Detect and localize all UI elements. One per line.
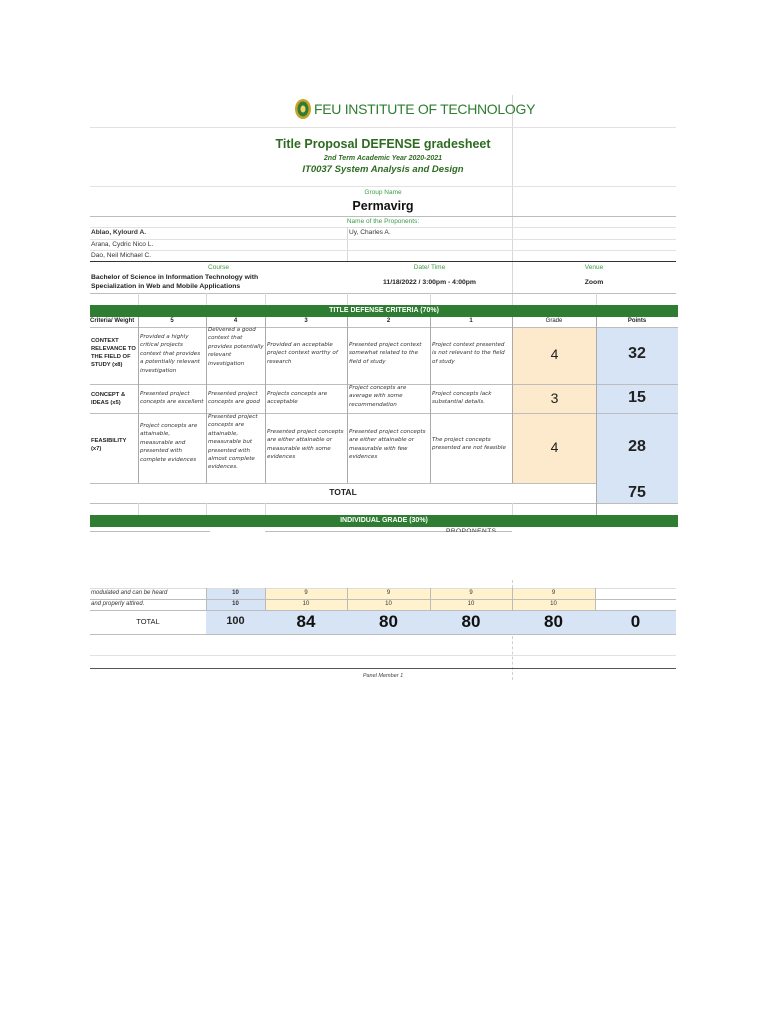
col-3: 3 <box>304 318 308 324</box>
row2-level-3: Projects concepts are acceptable <box>267 391 328 406</box>
col-criteria: Criteria/ Weight <box>90 318 135 324</box>
ind-total-5: 0 <box>630 612 641 631</box>
ind-row1-label: modulated and can be heard <box>91 590 168 596</box>
row1-level-5: Provided a highly critical projects context that provides a potentially relevant investigation <box>140 334 201 374</box>
ind-total-3: 80 <box>461 612 481 631</box>
ind-total-max: 100 <box>226 615 245 627</box>
row3-level-5: Project concepts are attainable, measurable and presented with complete evidences <box>140 423 198 463</box>
page-title: Title Proposal DEFENSE gradesheet <box>275 137 491 151</box>
row3-level-3: Presented project concepts are either attainable or measurable with some evidences <box>267 429 344 461</box>
criterion-feasibility: FEASIBILITY (x7) <box>91 438 127 452</box>
row1-level-1: Project context presented is not relevant to the field of study <box>432 342 505 365</box>
ind-total-2: 80 <box>379 612 398 631</box>
ind-total-1: 84 <box>296 612 316 631</box>
proponent-2: Arana, Cydric Nico L. <box>91 241 154 248</box>
row2-level-2: Project concepts are average with some recommendation <box>349 385 407 408</box>
row2-level-5: Presented project concepts are excellent <box>140 391 204 406</box>
ind-row2-max: 10 <box>232 601 239 607</box>
col-points: Points <box>627 318 647 324</box>
proponents-cut-header: PROPONENTS <box>446 528 497 532</box>
col-4: 4 <box>233 318 238 324</box>
row1-level-2: Presented project context somewhat related to the field of study <box>349 342 422 365</box>
row2-grade: 3 <box>550 390 559 406</box>
row3-grade: 4 <box>550 439 559 455</box>
col-2: 2 <box>386 318 391 324</box>
venue-value: Zoom <box>584 279 604 286</box>
criteria-total-points: 75 <box>628 484 646 501</box>
criteria-total-label: TOTAL <box>329 487 357 497</box>
row2-level-1: Project concepts lack substantial details. <box>432 391 492 406</box>
criterion-concept-ideas: CONCEPT & IDEAS (x5) <box>91 392 126 406</box>
ind-row1-max: 10 <box>232 590 239 596</box>
col-5: 5 <box>170 318 174 324</box>
col-grade: Grade <box>545 318 563 324</box>
course-value: Bachelor of Science in Information Technology with Specialization in Web and Mobile Applications <box>91 274 259 290</box>
group-name-label: Group Name <box>364 189 402 196</box>
ind-total-4: 80 <box>544 612 563 631</box>
row3-points: 28 <box>628 438 646 455</box>
course-title: IT0037 System Analysis and Design <box>302 164 464 175</box>
proponent-3: Dao, Neil Michael C. <box>91 252 152 259</box>
row3-level-1: The project concepts presented are not feasible <box>432 437 506 452</box>
venue-label: Venue <box>584 264 604 271</box>
row1-level-3: Provided an acceptable project context worthy of research <box>267 342 338 365</box>
seal-icon <box>294 98 312 120</box>
ind-row1-score-4: 9 <box>551 590 556 596</box>
row2-points: 15 <box>628 389 646 406</box>
row1-points: 32 <box>628 345 646 362</box>
ind-row2-score-1: 10 <box>302 601 310 607</box>
individual-section-header: INDIVIDUAL GRADE (30%) <box>90 515 678 527</box>
course-label: Course <box>208 264 229 271</box>
col-1: 1 <box>469 318 473 324</box>
row2-level-4: Presented project concepts are good <box>208 391 260 406</box>
ind-total-label: TOTAL <box>136 617 160 626</box>
ind-row2-score-2: 10 <box>385 601 392 607</box>
datetime-value: 11/18/2022 / 3:00pm - 4:00pm <box>383 279 476 286</box>
group-name: Permavirg <box>352 199 414 213</box>
proponent-1: Ablao, Kylourd A. <box>91 229 147 236</box>
ind-row1-score-3: 9 <box>469 590 473 596</box>
row1-grade: 4 <box>550 346 559 362</box>
proponent-4: Uy, Charles A. <box>349 229 391 236</box>
row3-level-2: Presented project concepts are either attainable or measurable with few evidences <box>349 429 426 461</box>
proponents-label: Name of the Proponents: <box>346 218 420 225</box>
criterion-context-relevance: CONTEXT RELEVANCE TO THE FIELD OF STUDY (x8) <box>91 338 136 368</box>
row1-level-4: Delivered a good context that provides potentially relevant investigation <box>208 327 264 367</box>
ind-row1-score-2: 9 <box>386 590 391 596</box>
row3-level-4: Presented project concepts are attainable, measurable but presented with almost complete evidences. <box>208 414 258 471</box>
ind-row2-label: and properly attired. <box>91 601 145 607</box>
ind-row2-score-4: 10 <box>550 601 557 607</box>
term-line: 2nd Term Academic Year 2020-2021 <box>323 155 443 162</box>
ind-row1-score-1: 9 <box>304 590 308 596</box>
logo <box>294 98 312 120</box>
institution-name: FEU INSTITUTE OF TECHNOLOGY <box>314 101 536 117</box>
criteria-section-header: TITLE DEFENSE CRITERIA (70%) <box>90 305 678 317</box>
panel-member-label: Panel Member 1 <box>362 673 404 679</box>
datetime-label: Date/ Time <box>413 264 446 271</box>
ind-row2-score-3: 10 <box>467 601 475 607</box>
